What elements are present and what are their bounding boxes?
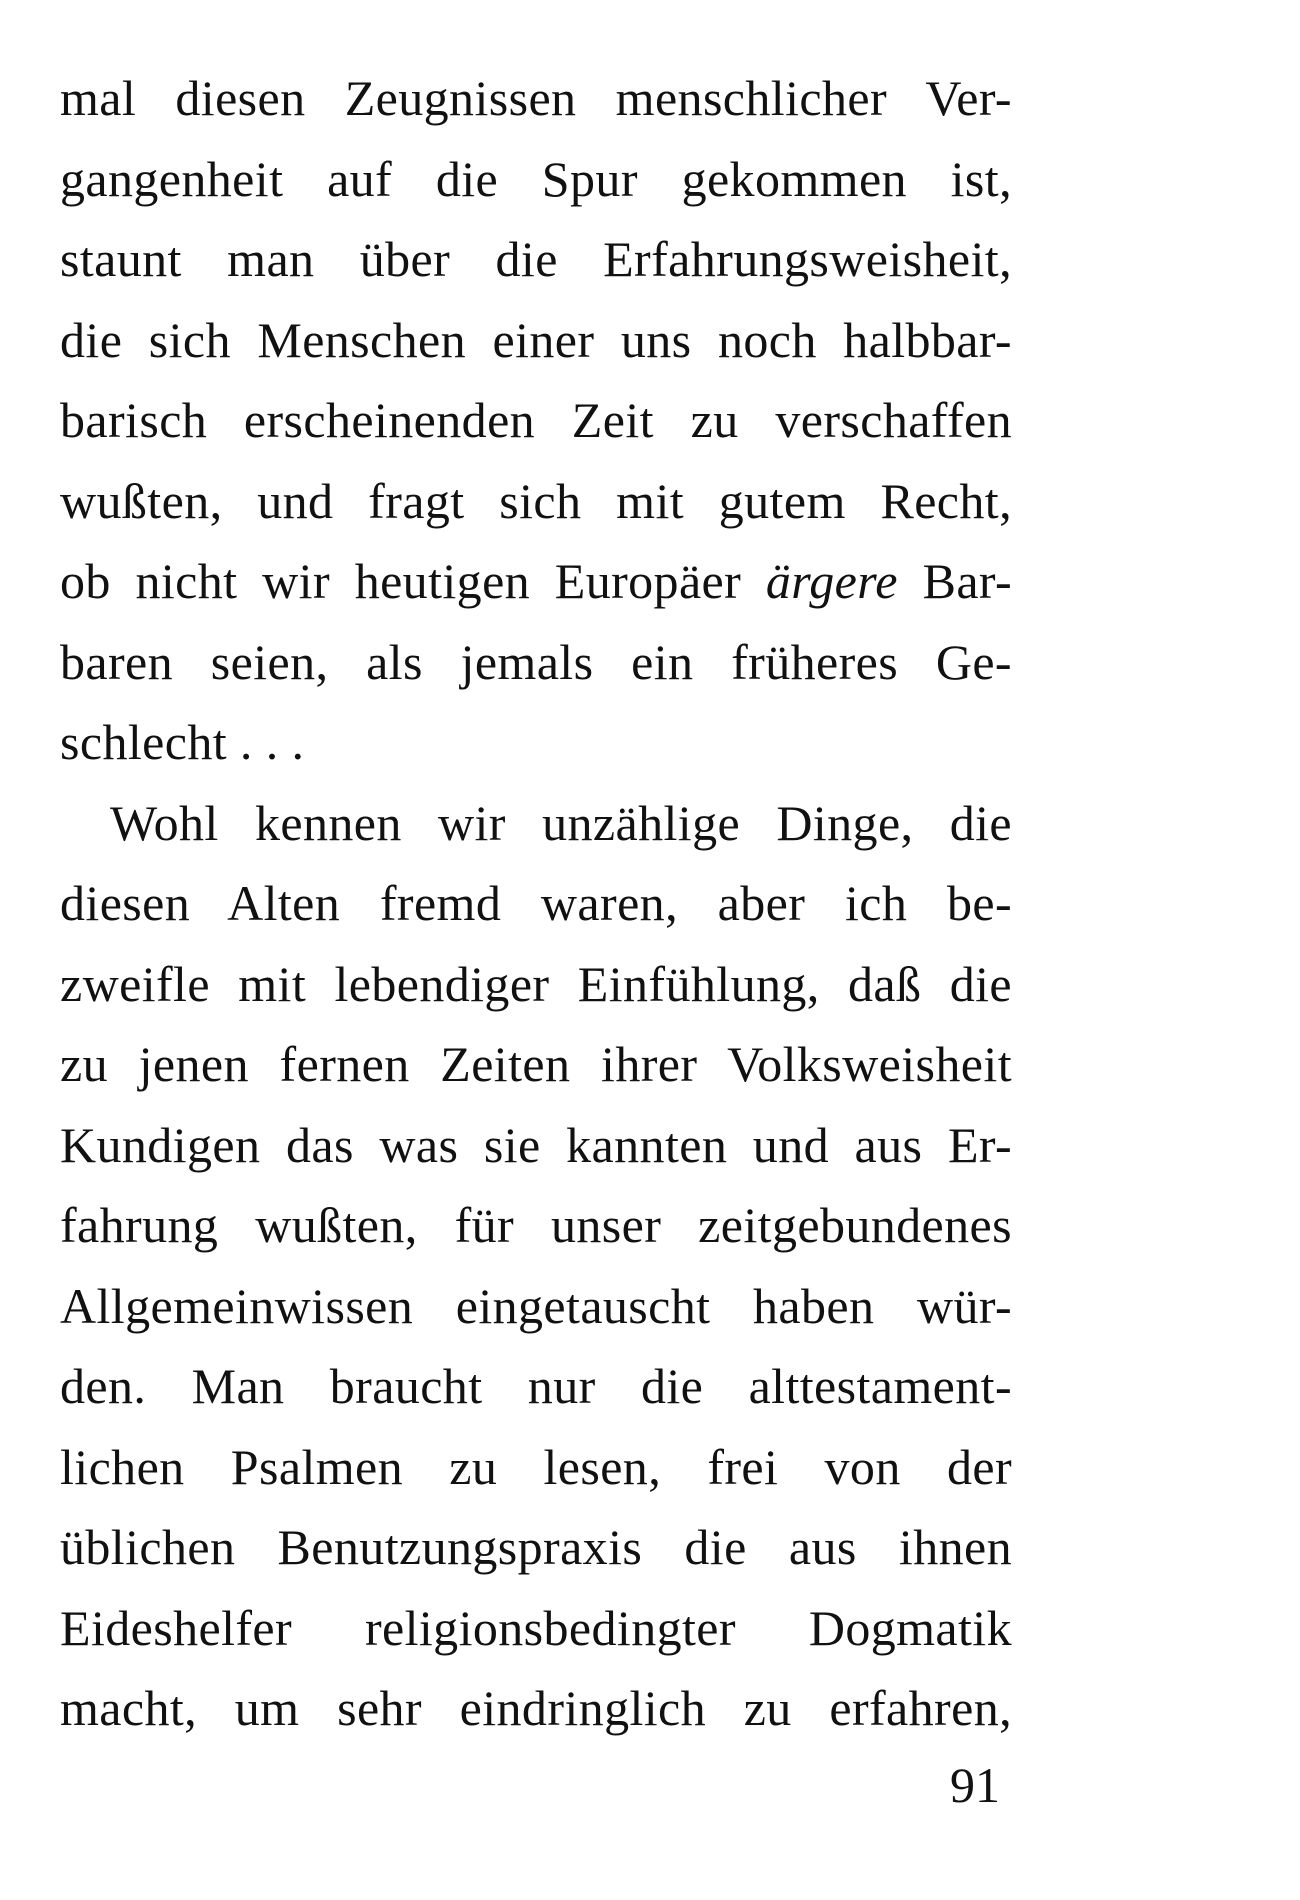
text-line: mal diesen Zeugnissen menschlicher Ver- — [60, 70, 1012, 126]
text-line: fahrung wußten, für unser zeitgebundenes — [60, 1197, 1012, 1253]
text-line: staunt man über die Erfahrungsweisheit, — [60, 231, 1012, 287]
text-line: wußten, und fragt sich mit gutem Recht, — [60, 472, 1012, 529]
text-line: die sich Menschen einer uns noch halbbar- — [60, 311, 1012, 368]
text-line: Allgemeinwissen eingetauscht haben wür- — [60, 1277, 1012, 1334]
text-run: ob nicht wir heutigen Europäer — [60, 553, 766, 609]
text-line: zu jenen fernen Zeiten ihrer Volksweisheit — [60, 1036, 1012, 1092]
text-line — [60, 541, 1012, 622]
text-line: baren seien, als jemals ein früheres Ge- — [60, 633, 1012, 690]
text-line: den. Man braucht nur die alttestament- — [60, 1358, 1012, 1414]
text-line: Wohl kennen wir unzählige Dinge, die — [110, 794, 1012, 851]
text-line: diesen Alten fremd waren, aber ich be- — [60, 875, 1012, 931]
body-text — [60, 58, 1012, 1749]
italic-word: ärgere — [765, 553, 898, 609]
text-line: macht, um sehr eindringlich zu erfahren, — [60, 1680, 1012, 1736]
text-line: gangenheit auf die Spur gekommen ist, — [60, 150, 1012, 207]
page-number: 91 — [950, 1757, 1000, 1813]
text-line: lichen Psalmen zu lesen, frei von der — [60, 1438, 1012, 1495]
text-run: Bar- — [897, 553, 1013, 609]
text-line: zweifle mit lebendiger Einfühlung, daß die — [60, 955, 1012, 1012]
text-line: barisch erscheinenden Zeit zu verschaffen — [60, 392, 1012, 448]
text-line: üblichen Benutzungspraxis die aus ihnen — [60, 1519, 1012, 1575]
text-line: Eideshelfer religionsbedingter Dogmatik — [60, 1599, 1012, 1656]
text-line: Kundigen das was sie kannten und aus Er- — [60, 1116, 1012, 1173]
text-line: schlecht . . . — [60, 714, 305, 770]
